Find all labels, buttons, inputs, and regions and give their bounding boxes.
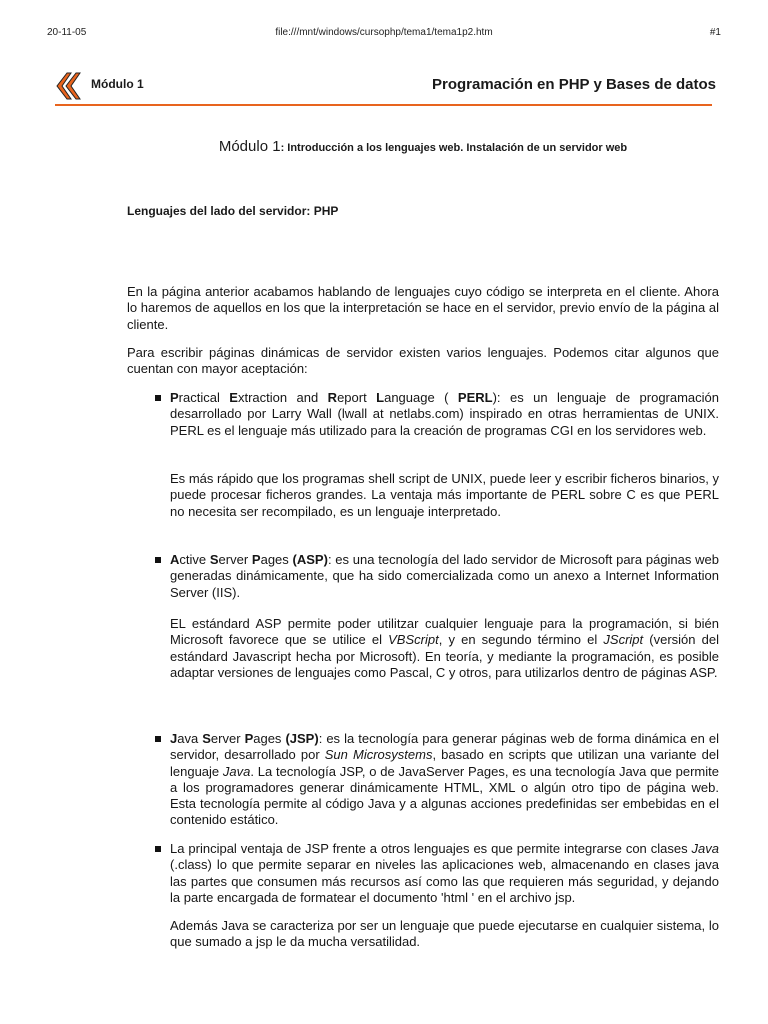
acronym: (ASP): [292, 552, 328, 567]
text-run: erver: [218, 552, 252, 567]
page-title-module: Módulo 1: [218, 138, 281, 155]
acronym-letter: A: [170, 552, 180, 567]
acronym-letter: S: [209, 552, 219, 567]
text-run: anguage (: [384, 390, 458, 405]
print-page-number: #1: [709, 27, 721, 38]
term-sun-microsystems: Sun Microsystems: [324, 747, 433, 763]
text-run: : es una tecnología del lado servidor de Microsoft para páginas web generadas dinámicamente, que ha sido comercializada como un anexo a Internet Information Server (IIS).: [170, 552, 719, 600]
print-url: file:///mnt/windows/cursophp/tema1/tema1p2.htm: [275, 27, 493, 38]
acronym-letter: P: [251, 552, 261, 567]
bullet-marker: [155, 736, 161, 742]
text-run: , basado en scripts que utilizan una variante del lenguaje: [170, 747, 719, 779]
acronym: (JSP): [285, 731, 319, 746]
header-divider: [55, 104, 712, 106]
text-run: (versión del estándard Javascript hecha por Microsoft). En teoría, y mediante la programación, es posible adaptar versiones de lenguajes como Pascal, C y otros, para utilizarlos dentro de páginas ASP.: [170, 632, 719, 680]
acronym-letter: J: [170, 731, 178, 746]
acronym-letter: P: [170, 390, 179, 405]
text-run: erver: [210, 731, 245, 746]
print-date: 20-11-05: [47, 27, 87, 38]
acronym-letter: S: [202, 731, 211, 746]
text-run: ages: [253, 731, 286, 746]
bullet-perl: [170, 390, 719, 439]
double-chevron-left-icon[interactable]: [56, 72, 82, 100]
bullet-asp-detail: [170, 616, 719, 681]
term-jscript: JScript: [603, 632, 644, 648]
text-run: : es la tecnología para generar páginas web de forma dinámica en el servidor, desarrollado por: [170, 731, 719, 763]
term-java: Java: [222, 763, 251, 779]
text-run: EL estándard ASP permite poder utilitzar cualquier lenguaje para la programación, si bién Microsoft favorece que se utilice el: [170, 616, 719, 648]
text-run: . La tecnología JSP, o de JavaServer Pages, es una tecnología Java que permite a los programadores generar dinámicamente HTML, XML o algún otro tipo de página web. Esta tecnología permite al código Java y a algunas acciones predefinidas ser embebidas en el contenido estático.: [170, 763, 719, 828]
intro-paragraph: En la página anterior acabamos hablando de lenguajes cuyo código se interpreta en el cliente. Ahora lo haremos de aquellos en los que la interpretación se hace en el servidor, previo envío de la página al cliente.: [127, 284, 719, 332]
text-run: ava: [177, 731, 203, 746]
acronym: PERL: [457, 390, 493, 405]
bullet-jsp-advantage: [170, 841, 719, 906]
term-java: Java: [691, 841, 719, 856]
module-label: Módulo 1: [91, 77, 144, 91]
bullet-asp: [170, 552, 719, 601]
course-title: Programación en PHP y Bases de datos: [432, 76, 716, 93]
text-run: La principal ventaja de JSP frente a otros lenguajes es que permite integrarse con clases: [170, 841, 692, 856]
page-title-subtitle: : Introducción a los lenguajes web. Instalación de un servidor web: [280, 142, 628, 154]
bullet-marker: [155, 557, 161, 563]
acronym-letter: R: [327, 390, 338, 405]
bullet-jsp-advantage-detail: Además Java se caracteriza por ser un lenguaje que puede ejecutarse en cualquier sistema, lo que sumado a jsp le da mucha versatilidad.: [170, 918, 719, 950]
text-run: ages: [260, 552, 293, 567]
text-run: ctive: [179, 552, 210, 567]
term-vbscript: VBScript: [388, 632, 439, 648]
bullet-jsp: [170, 731, 719, 829]
acronym-letter: E: [229, 390, 238, 405]
text-run: ): es un lenguaje de programación desarrollado por Larry Wall (lwall at netlabs.com) inspirado en otras herramientas de UNIX. PERL es el lenguaje más utilizado para la creación de programas CGI en los servidores web.: [170, 390, 720, 438]
bullet-perl-detail: Es más rápido que los programas shell script de UNIX, puede leer y escribir ficheros binarios, y puede procesar ficheros grandes. La ventaja más importante de PERL sobre C es que PERL no necesita ser recompilado, es un lenguaje interpretado.: [170, 471, 719, 519]
intro-paragraph: Para escribir páginas dinámicas de servidor existen varios lenguajes. Podemos citar algunos que cuentan con mayor aceptación:: [127, 345, 719, 377]
text-run: ractical: [178, 390, 230, 405]
bullet-marker: [155, 846, 161, 852]
text-run: , y en segundo término el: [438, 632, 604, 648]
text-run: eport: [337, 390, 377, 405]
text-run: xtraction and: [237, 390, 328, 405]
text-run: (.class) lo que permite separar en niveles las aplicaciones web, almacenando en clases java las partes que consumen más recursos así como las que requieren más seguridad, y dejando la parte encargada de formatear el documento 'html ' en el archivo jsp.: [170, 857, 719, 905]
acronym-letter: L: [376, 390, 385, 405]
acronym-letter: P: [244, 731, 254, 746]
page-title: [127, 138, 719, 156]
section-heading: Lenguajes del lado del servidor: PHP: [127, 204, 339, 218]
bullet-marker: [155, 395, 161, 401]
